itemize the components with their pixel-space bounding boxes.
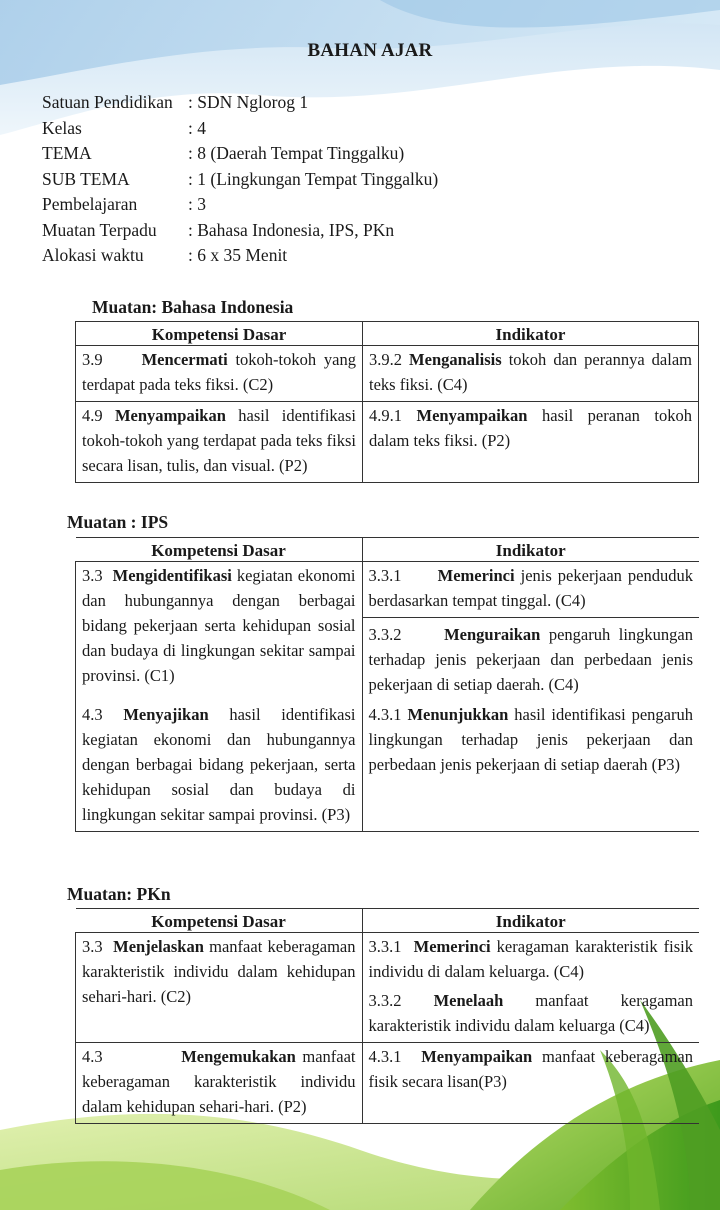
kd-text: kegiatan ekonomi dan hubungannya dengan berbagai bidang pekerjaan serta kehidupan sosial dan budaya di lingkungan sekitar sampai provinsi. (C1) [82, 566, 356, 685]
info-row-satuan [42, 90, 438, 116]
indicator-item [369, 984, 694, 1038]
header-indikator: Indikator [363, 322, 699, 346]
kd-number: 3.9 [82, 350, 103, 369]
kd-cell [76, 402, 363, 483]
kd-cell [76, 562, 363, 702]
indicator-number: 3.3.1 [368, 566, 402, 585]
indicator-text: manfaat keragaman karakteristik individu dalam keluarga (C4) [368, 991, 693, 1035]
header-kompetensi-dasar: Kompetensi Dasar [76, 538, 363, 562]
indicator-number: 3.3.1 [368, 937, 402, 956]
table-header-row [76, 322, 699, 346]
kd-text: hasil identifikasi kegiatan ekonomi dan hubungannya dengan berbagai bidang pekerjaan, serta kehidupan sosial dan budaya di lingkungan sekitar sampai provinsi. (P3) [82, 705, 356, 824]
indicator-verb: Memerinci [413, 937, 491, 956]
info-label: Kelas [42, 117, 82, 138]
kd-text: manfaat keberagaman karakteristik individu dalam kehidupan sehari-hari. (P2) [82, 1047, 356, 1116]
section-heading-pkn: Muatan: PKn [67, 884, 171, 904]
info-value: : 8 (Daerah Tempat Tinggalku) [188, 143, 405, 163]
kd-cell [76, 1043, 363, 1124]
table-header-row [76, 909, 700, 933]
kd-text: tokoh-tokoh yang terdapat pada teks fiksi. (C2) [82, 350, 356, 394]
info-row-alokasi [42, 243, 438, 269]
indicator-item [369, 622, 694, 697]
info-value: : 3 [188, 194, 206, 214]
indicator-cell [362, 701, 699, 832]
indicator-text: manfaat keberagaman fisik secara lisan(P3) [368, 1047, 693, 1091]
indicator-verb: Menguraikan [444, 625, 541, 644]
indicator-divider [363, 617, 700, 618]
indicator-verb: Memerinci [437, 566, 515, 585]
info-label: Pembelajaran [42, 194, 138, 214]
info-row-pembelajaran [42, 192, 438, 218]
identity-block [42, 90, 438, 269]
indicator-verb: Menelaah [433, 991, 504, 1010]
table-row [76, 562, 700, 702]
indicator-cell [362, 1043, 699, 1124]
indicator-cell [362, 562, 699, 702]
kd-text: manfaat keberagaman karakteristik individu dalam kehidupan sehari-hari. (C2) [82, 937, 356, 1006]
section-heading-ips: Muatan : IPS [67, 512, 169, 532]
kd-number: 4.3 [82, 705, 124, 724]
document-title: BAHAN AJAR [307, 40, 433, 61]
info-value: : 1 (Lingkungan Tempat Tinggalku) [188, 168, 439, 189]
kd-cell [76, 346, 363, 402]
indicator-item [369, 563, 694, 613]
kd-verb: Menjelaskan [113, 937, 204, 956]
indicator-cell [363, 346, 699, 402]
info-value: : SDN Nglorog 1 [188, 92, 309, 112]
info-label: SUB TEMA [42, 168, 130, 189]
kd-number: 4.9 [82, 406, 103, 425]
kd-number: 3.3 [82, 566, 103, 585]
indicator-number: 3.3.2 [368, 991, 434, 1010]
kd-number: 3.3 [82, 937, 103, 956]
table-row [76, 701, 700, 832]
info-label: Muatan Terpadu [42, 219, 157, 240]
info-row-muatan-terpadu [42, 218, 438, 244]
indicator-text: jenis pekerjaan penduduk berdasarkan tempat tinggal. (C4) [368, 566, 694, 610]
info-row-tema [42, 141, 438, 167]
table-bahasa-indonesia [75, 321, 699, 483]
table-pkn [75, 908, 699, 1124]
indicator-cell [362, 933, 699, 1043]
indicator-cell [363, 402, 699, 483]
indicator-text: pengaruh lingkungan terhadap jenis pekerjaan dan perbedaan jenis pekerjaan di setiap daerah. (C4) [368, 625, 694, 694]
indicator-number: 4.3.1 [368, 1047, 402, 1066]
indicator-item [369, 934, 694, 984]
indicator-verb: Menyampaikan [421, 1047, 533, 1066]
info-value: : Bahasa Indonesia, IPS, PKn [188, 219, 395, 240]
indicator-verb: Menunjukkan [407, 705, 509, 724]
indicator-number: 3.3.2 [368, 625, 402, 644]
header-kompetensi-dasar: Kompetensi Dasar [76, 909, 363, 933]
info-value: : 6 x 35 Menit [188, 245, 288, 265]
indicator-number: 4.3.1 [368, 705, 408, 724]
header-indikator: Indikator [362, 538, 699, 562]
indicator-text: tokoh dan perannya dalam teks fiksi. (C4) [369, 350, 692, 394]
table-ips [75, 537, 699, 832]
table-row [76, 346, 699, 402]
kd-verb: Mengemukakan [181, 1047, 296, 1066]
table-row [76, 402, 699, 483]
info-row-subtema [42, 167, 438, 193]
indicator-text: hasil identifikasi pengaruh lingkungan terhadap jenis pekerjaan dan perbedaan jenis pekerjaan di setiap daerah (P3) [368, 705, 693, 774]
kd-number: 4.3 [82, 1047, 103, 1066]
header-indikator: Indikator [362, 909, 699, 933]
indicator-text: keragaman karakteristik fisik individu di dalam keluarga. (C4) [368, 937, 693, 981]
info-value: : 4 [188, 117, 206, 138]
table-header-row [76, 538, 700, 562]
info-row-kelas [42, 116, 438, 142]
indicator-text: hasil peranan tokoh dalam teks fiksi. (P2) [369, 406, 693, 450]
table-row [76, 1043, 700, 1124]
indicator-verb: Menganalisis [409, 350, 502, 369]
info-label: Satuan Pendidikan [42, 92, 173, 112]
kd-verb: Menyajikan [123, 705, 209, 724]
kd-cell [76, 933, 363, 1043]
kd-verb: Menyampaikan [114, 406, 226, 425]
indicator-verb: Menyampaikan [416, 406, 528, 425]
info-label: TEMA [42, 143, 92, 163]
section-heading-bahasa-indonesia: Muatan: Bahasa Indonesia [92, 297, 294, 317]
indicator-number: 3.9.2 [369, 350, 410, 369]
indicator-number: 4.9.1 [369, 406, 417, 425]
kd-verb: Mencermati [141, 350, 228, 369]
table-row [76, 933, 700, 1043]
header-kompetensi-dasar: Kompetensi Dasar [76, 322, 363, 346]
info-label: Alokasi waktu [42, 245, 144, 265]
kd-cell [76, 701, 363, 832]
kd-verb: Mengidentifikasi [112, 566, 232, 585]
kd-text: hasil identifikasi tokoh-tokoh yang terdapat pada teks fiksi secara lisan, tulis, dan visual. (P2) [82, 406, 356, 475]
